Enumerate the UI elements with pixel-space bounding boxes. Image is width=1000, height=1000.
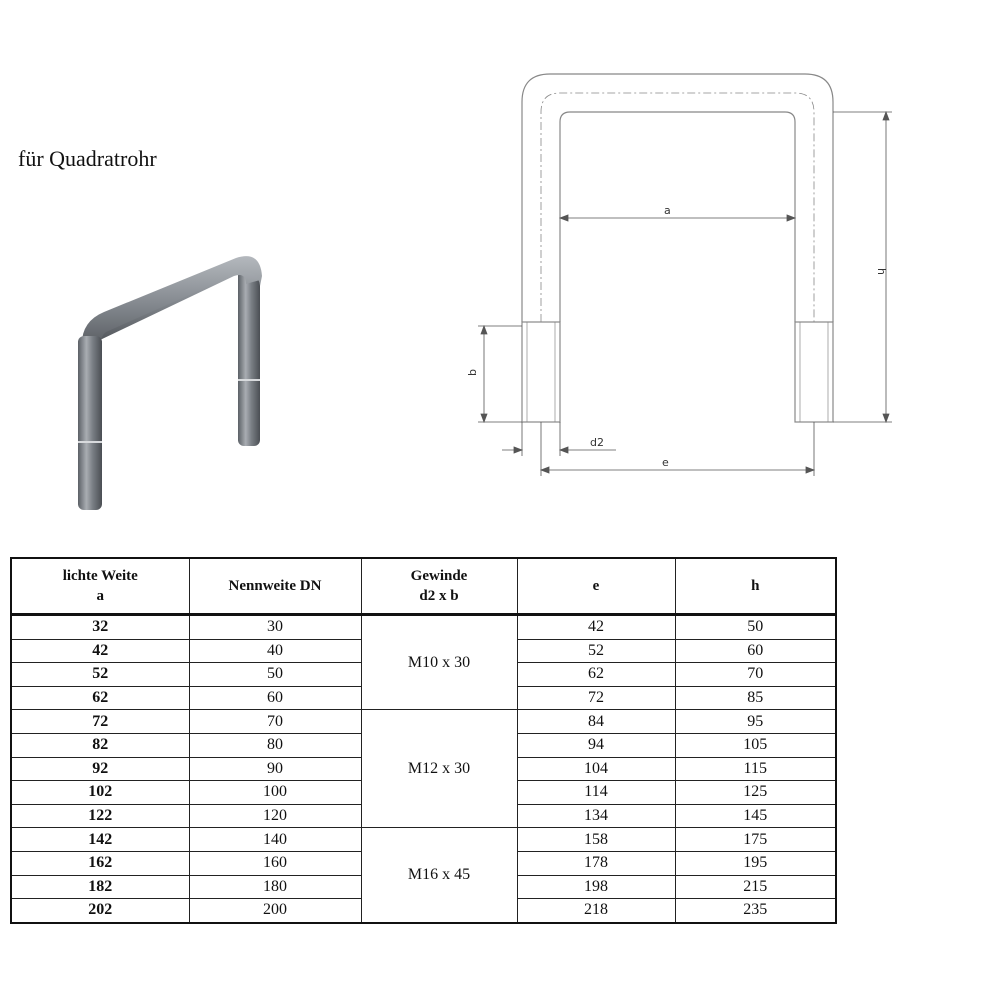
- dim-label-e: e: [662, 456, 669, 469]
- cell-inner-width: 82: [11, 733, 189, 757]
- cell-nominal-width: 60: [189, 686, 361, 710]
- cell-nominal-width: 90: [189, 757, 361, 781]
- cell-h: 125: [675, 781, 836, 805]
- cell-e: 158: [517, 828, 675, 852]
- dim-label-h: h: [875, 268, 888, 275]
- cell-inner-width: 162: [11, 851, 189, 875]
- cell-h: 235: [675, 899, 836, 923]
- cell-inner-width: 32: [11, 615, 189, 640]
- cell-h: 115: [675, 757, 836, 781]
- cell-e: 178: [517, 851, 675, 875]
- cell-inner-width: 122: [11, 804, 189, 828]
- cell-e: 114: [517, 781, 675, 805]
- cell-e: 94: [517, 733, 675, 757]
- cell-e: 218: [517, 899, 675, 923]
- cell-nominal-width: 120: [189, 804, 361, 828]
- cell-h: 105: [675, 733, 836, 757]
- cell-inner-width: 142: [11, 828, 189, 852]
- cell-inner-width: 102: [11, 781, 189, 805]
- cell-e: 104: [517, 757, 675, 781]
- cell-h: 95: [675, 710, 836, 734]
- cell-h: 70: [675, 663, 836, 687]
- cell-nominal-width: 100: [189, 781, 361, 805]
- table-row: [11, 710, 836, 734]
- dim-label-a: a: [664, 204, 671, 217]
- dimension-table: [10, 557, 837, 924]
- cell-h: 175: [675, 828, 836, 852]
- cell-inner-width: 92: [11, 757, 189, 781]
- cell-thread: M16 x 45: [361, 828, 517, 923]
- cell-nominal-width: 140: [189, 828, 361, 852]
- dim-label-b: b: [466, 369, 479, 376]
- cell-inner-width: 42: [11, 639, 189, 663]
- table-row: [11, 828, 836, 852]
- product-caption: für Quadratrohr: [18, 146, 157, 171]
- header-h: h: [675, 558, 836, 615]
- cell-e: 84: [517, 710, 675, 734]
- cell-inner-width: 52: [11, 663, 189, 687]
- cell-nominal-width: 40: [189, 639, 361, 663]
- cell-nominal-width: 160: [189, 851, 361, 875]
- u-bolt-technical-drawing: [440, 60, 920, 500]
- cell-e: 134: [517, 804, 675, 828]
- cell-thread: M12 x 30: [361, 710, 517, 828]
- header-e: e: [517, 558, 675, 615]
- cell-e: 52: [517, 639, 675, 663]
- cell-e: 42: [517, 615, 675, 640]
- cell-h: 85: [675, 686, 836, 710]
- table-row: [11, 615, 836, 640]
- cell-h: 50: [675, 615, 836, 640]
- header-inner-width: lichte Weite a: [11, 558, 189, 615]
- cell-h: 60: [675, 639, 836, 663]
- cell-h: 215: [675, 875, 836, 899]
- cell-inner-width: 62: [11, 686, 189, 710]
- cell-nominal-width: 50: [189, 663, 361, 687]
- header-thread: Gewinde d2 x b: [361, 558, 517, 615]
- cell-inner-width: 202: [11, 899, 189, 923]
- dim-label-d2: d2: [590, 436, 604, 449]
- cell-h: 145: [675, 804, 836, 828]
- table-header-row: [11, 558, 836, 615]
- cell-nominal-width: 80: [189, 733, 361, 757]
- cell-nominal-width: 200: [189, 899, 361, 923]
- header-nominal-width: Nennweite DN: [189, 558, 361, 615]
- cell-e: 62: [517, 663, 675, 687]
- cell-nominal-width: 70: [189, 710, 361, 734]
- cell-h: 195: [675, 851, 836, 875]
- cell-inner-width: 72: [11, 710, 189, 734]
- cell-nominal-width: 180: [189, 875, 361, 899]
- cell-thread: M10 x 30: [361, 615, 517, 710]
- u-bolt-product-image: [60, 240, 290, 530]
- cell-e: 198: [517, 875, 675, 899]
- cell-inner-width: 182: [11, 875, 189, 899]
- cell-nominal-width: 30: [189, 615, 361, 640]
- cell-e: 72: [517, 686, 675, 710]
